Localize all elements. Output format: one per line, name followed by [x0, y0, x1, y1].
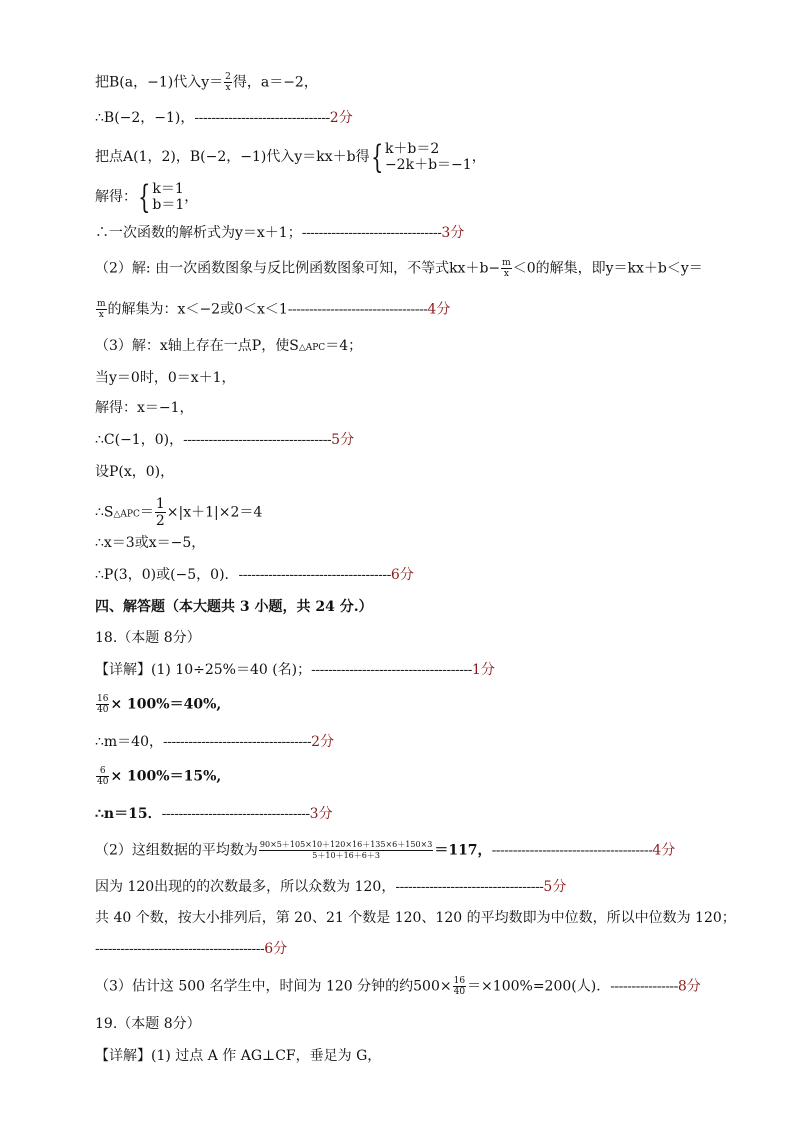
numerator: 6	[96, 766, 109, 777]
dash-leader: --------------------------------------	[491, 842, 653, 859]
dash-leader: ----------------	[610, 978, 678, 995]
line-20	[95, 732, 334, 752]
line-5	[95, 223, 464, 243]
text: 【详解】(1) 10÷25%＝40 (名)；	[95, 662, 312, 678]
text: （3）解：x轴上存在一点P，使S	[95, 338, 299, 354]
denominator: 40	[97, 705, 109, 715]
text: ∴m＝40，	[95, 734, 163, 750]
text: ∴x＝3或x＝−5，	[95, 535, 206, 551]
denominator: x	[98, 310, 104, 320]
line-21	[95, 766, 221, 787]
text: （2）这组数据的平均数为	[95, 842, 258, 859]
line-22	[95, 804, 333, 824]
text: 设P(x，0)，	[95, 464, 175, 480]
question-18-title	[95, 628, 201, 648]
line-26	[95, 939, 287, 959]
text: ∴P(3，0)或(−5，0)．	[95, 567, 239, 583]
question-19-title	[95, 1014, 201, 1034]
numerator: 1	[155, 496, 165, 512]
dash-leader: ---------------------------------	[287, 301, 428, 318]
numerator: m	[502, 258, 511, 268]
fraction	[259, 840, 433, 861]
fraction	[501, 258, 512, 279]
line-11	[95, 430, 354, 450]
score-mark: 6分	[264, 941, 288, 957]
text: ∴C(−1，0)，	[95, 432, 184, 448]
denominator: 40	[97, 777, 109, 787]
text: ＜0的解集，即y＝kx＋b＜y＝	[512, 260, 703, 277]
text: 把点A(1，2)，B(−2，−1)代入y＝kx＋b得	[95, 149, 370, 165]
line-27	[95, 976, 701, 997]
brace-icon: {	[370, 138, 383, 176]
line-15	[95, 565, 414, 585]
text: 当y＝0时，0＝x＋1，	[95, 370, 236, 386]
line-25	[95, 908, 736, 928]
score-mark: 6分	[390, 567, 414, 583]
dash-leader: -----------------------------------	[163, 734, 312, 750]
numerator: 16	[97, 694, 109, 704]
fraction	[224, 72, 232, 93]
text: ＝117，	[434, 842, 492, 859]
line-8	[95, 336, 362, 358]
numerator: 90×5＋105×10＋120×16＋135×6＋150×3	[259, 840, 433, 849]
score-mark: 1分	[471, 662, 495, 678]
text: 共 40 个数，按大小排列后，第 20、21 个数是 120、120 的平均数即为中位数，所以中位数为 120；	[95, 910, 736, 926]
dash-leader: -----------------------------------	[161, 806, 310, 822]
score-mark: 4分	[427, 301, 451, 318]
line-29	[95, 1046, 381, 1066]
numerator: 16	[453, 976, 466, 986]
numerator: 2	[225, 72, 231, 82]
text: ＝	[139, 504, 154, 521]
fraction	[96, 766, 109, 787]
equation: −2k＋b＝−1	[384, 157, 472, 173]
line-10	[95, 398, 194, 418]
line-23	[95, 840, 675, 861]
dash-leader: --------------------------------------	[311, 662, 472, 678]
text: （3）估计这 500 名学生中，时间为 120 分钟的约500×	[95, 978, 452, 995]
text: × 100%＝15%,	[110, 768, 222, 785]
subscript: △APC	[298, 343, 326, 353]
equation-system	[152, 181, 184, 213]
text: （2）解: 由一次函数图象与反比例函数图象可知，不等式kx＋b−	[95, 260, 501, 277]
score-mark: 2分	[311, 734, 334, 750]
score-mark: 8分	[677, 978, 701, 995]
text: ∴B(−2，−1)，	[95, 110, 195, 126]
text: ＝4；	[325, 338, 363, 354]
fraction	[155, 496, 166, 529]
text: 【详解】(1) 过点 A 作 AG⊥CF，垂足为 G，	[95, 1048, 382, 1064]
denominator: x	[225, 83, 231, 93]
equation: k＋b＝2	[384, 141, 440, 157]
line-2	[95, 108, 353, 128]
dash-leader: --------------------------------	[194, 110, 330, 126]
line-14	[95, 533, 205, 553]
dash-leader: ----------------------------------------	[95, 941, 265, 957]
line-7	[95, 299, 450, 320]
line-18	[95, 660, 495, 680]
text: ×|x＋1|×2＝4	[166, 504, 263, 521]
dash-leader: -----------------------------------	[395, 879, 544, 895]
text: ，	[184, 189, 199, 205]
text: 的解集为：x＜−2或0＜x＜1	[107, 301, 288, 318]
denominator: x	[503, 269, 509, 279]
equation-system	[385, 141, 472, 173]
section-heading	[95, 597, 373, 617]
score-mark: 3分	[441, 225, 465, 241]
numerator: m	[97, 299, 106, 309]
text: ∴n＝15．	[95, 806, 162, 822]
equation: b＝1	[152, 197, 185, 213]
brace-icon: {	[138, 178, 151, 216]
text: 四、解答题（本大题共 3 小题，共 24 分.）	[95, 599, 373, 615]
line-4	[95, 180, 198, 214]
fraction	[96, 694, 109, 715]
text: ，	[471, 149, 486, 165]
text: ∴一次函数的解析式为y＝x＋1；	[95, 225, 302, 241]
dash-leader: ---------------------------------	[301, 225, 442, 241]
equation: k＝1	[152, 181, 184, 197]
score-mark: 5分	[543, 879, 567, 895]
score-mark: 2分	[329, 110, 353, 126]
text: 得，a＝−2，	[232, 74, 318, 91]
text: × 100%＝40%,	[110, 696, 222, 713]
dash-leader: ------------------------------------	[238, 567, 391, 583]
text: 解得：	[95, 189, 137, 205]
dash-leader: -----------------------------------	[183, 432, 332, 448]
denominator: 40	[453, 987, 466, 997]
line-12	[95, 462, 174, 482]
text: 18.（本题 8分）	[95, 630, 201, 646]
line-6	[95, 258, 703, 279]
text: 因为 120出现的的次数最多，所以众数为 120，	[95, 879, 396, 895]
score-mark: 4分	[652, 842, 676, 859]
line-1	[95, 72, 318, 93]
denominator: 2	[155, 513, 165, 529]
text: 把B(a，−1)代入y＝	[95, 74, 224, 91]
line-3	[95, 140, 486, 174]
line-9	[95, 368, 236, 388]
line-24	[95, 877, 566, 897]
score-mark: 5分	[331, 432, 355, 448]
line-19	[95, 694, 221, 715]
subscript: △APC	[113, 509, 140, 520]
line-13	[95, 496, 262, 529]
fraction	[453, 976, 466, 997]
fraction	[96, 299, 107, 320]
denominator: 5＋10＋16＋6＋3	[312, 851, 380, 860]
text: ∴S	[95, 504, 114, 521]
text: 解得：x＝−1，	[95, 400, 194, 416]
score-mark: 3分	[309, 806, 333, 822]
text: 19.（本题 8分）	[95, 1016, 201, 1032]
text: ＝×100%=200(人)．	[467, 978, 611, 995]
